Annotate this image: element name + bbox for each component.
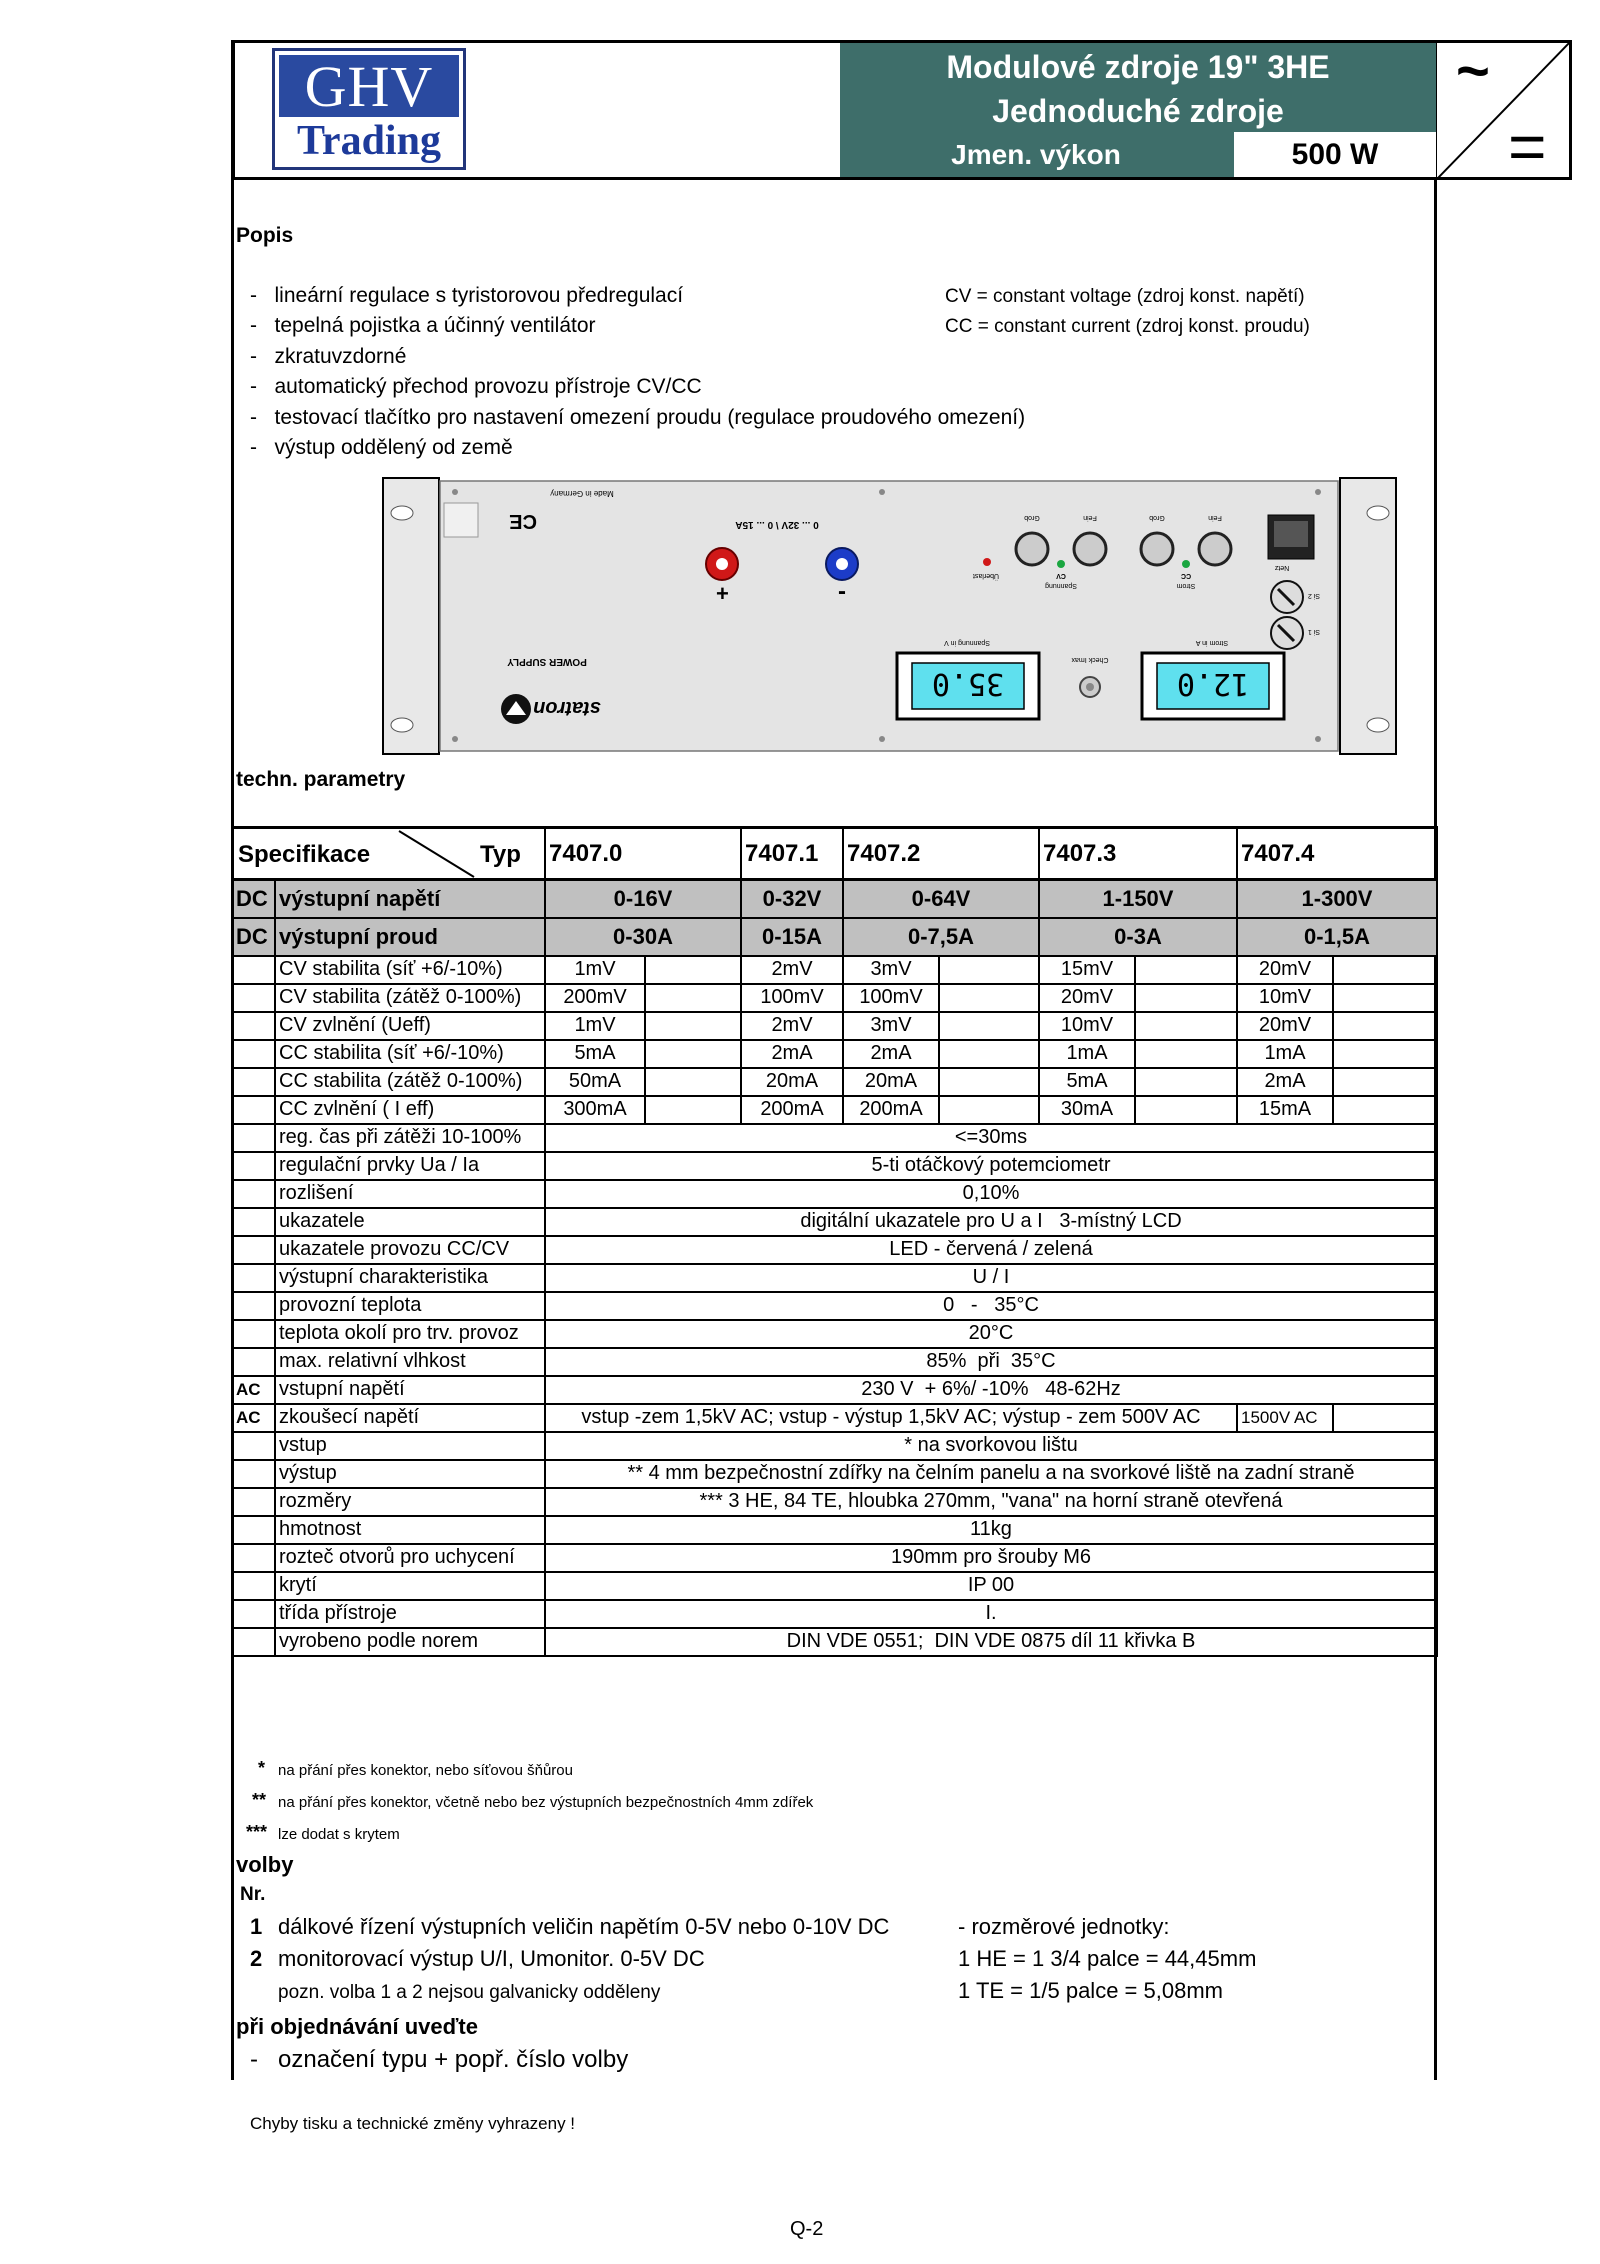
- cell-7407-2: 0-7,5A: [843, 918, 1039, 956]
- cell-7407-3: 1-150V: [1039, 880, 1237, 918]
- row-tag: [233, 956, 275, 984]
- row-value: 5-ti otáčkový potemciometr: [545, 1152, 1437, 1180]
- row-label: max. relativní vlhkost: [275, 1348, 545, 1376]
- option-number: 2: [250, 1946, 263, 1971]
- spacer-cell: [645, 1096, 741, 1124]
- spacer-cell: [645, 984, 741, 1012]
- table-header-row: [233, 828, 1437, 880]
- row-value: * na svorkovou lištu: [545, 1432, 1437, 1460]
- panel-cv: CV: [1056, 572, 1066, 579]
- row-label: výstup: [275, 1460, 545, 1488]
- cell-7407-4: 0-1,5A: [1237, 918, 1437, 956]
- row-label: hmotnost: [275, 1516, 545, 1544]
- spacer-cell: [1135, 1096, 1237, 1124]
- power-label: Jmen. výkon: [951, 139, 1121, 170]
- spacer-cell: [1135, 984, 1237, 1012]
- type-header: 7407.0: [545, 828, 645, 880]
- row-value: 190mm pro šrouby M6: [545, 1544, 1437, 1572]
- row-tag: [233, 1628, 275, 1656]
- spacer-cell: [1333, 956, 1437, 984]
- cell-7407-4: 10mV: [1237, 984, 1333, 1012]
- row-value: 20°C: [545, 1320, 1437, 1348]
- row-label: teplota okolí pro trv. provoz: [275, 1320, 545, 1348]
- table-row: [233, 1572, 1437, 1600]
- row-label: reg. čas při zátěži 10-100%: [275, 1124, 545, 1152]
- options-note: pozn. volba 1 a 2 nejsou galvanicky odděleny: [278, 1982, 661, 2003]
- type-header: 7407.3: [1039, 828, 1135, 880]
- option-number: 1: [250, 1914, 263, 1939]
- row-tag: [233, 1012, 275, 1040]
- row-tag: [233, 1516, 275, 1544]
- table-row: [233, 1404, 1437, 1432]
- table-row: [233, 1124, 1437, 1152]
- units-line: - rozměrové jednotky:: [958, 1914, 1170, 1939]
- disclaimer: Chyby tisku a technické změny vyhrazeny !: [250, 2114, 576, 2133]
- row-value: 11kg: [545, 1516, 1437, 1544]
- panel-si2: Si 2: [1307, 592, 1321, 599]
- cell-7407-4: 15mA: [1237, 1096, 1333, 1124]
- cell-7407-2: 3mV: [843, 1012, 939, 1040]
- table-row: [233, 956, 1437, 984]
- logo-bottom-text: Trading: [297, 118, 441, 164]
- footnote-mark: ***: [246, 1822, 268, 1842]
- list-item: - automatický přechod provozu přístroje CV/CC: [250, 375, 702, 398]
- option-text: dálkové řízení výstupních veličin napětím 0-5V nebo 0-10V DC: [278, 1914, 890, 1939]
- table-row: [233, 1236, 1437, 1264]
- spacer-cell: [939, 956, 1039, 984]
- company-logo: [272, 48, 466, 170]
- row-label: krytí: [275, 1572, 545, 1600]
- options-heading: volby: [236, 1852, 294, 1877]
- row-label: vstupní napětí: [275, 1376, 545, 1404]
- row-extra-value: 1500V AC: [1237, 1404, 1333, 1432]
- table-row: [233, 984, 1437, 1012]
- panel-netz: Netz: [1274, 564, 1290, 571]
- list-item: - zkratuvzdorné: [250, 345, 407, 368]
- row-value: vstup -zem 1,5kV AC; vstup - výstup 1,5kV AC; výstup - zem 500V AC: [545, 1404, 1237, 1432]
- cell-7407-3: 15mV: [1039, 956, 1135, 984]
- table-row: [233, 1600, 1437, 1628]
- front-panel-image: [382, 477, 1398, 755]
- row-tag: [233, 1264, 275, 1292]
- option-text: monitorovací výstup U/I, Umonitor. 0-5V DC: [278, 1946, 705, 1971]
- spacer-cell: [1333, 1040, 1437, 1068]
- cell-7407-1: 2mA: [741, 1040, 843, 1068]
- cell-7407-4: 1-300V: [1237, 880, 1437, 918]
- row-tag: [233, 1236, 275, 1264]
- cc-note: CC = constant current (zdroj konst. proudu): [945, 316, 1310, 337]
- row-value: U / I: [545, 1264, 1437, 1292]
- panel-strom: Strom: [1176, 582, 1196, 589]
- row-label: zkoušecí napětí: [275, 1404, 545, 1432]
- footnote-text: na přání přes konektor, včetně nebo bez výstupních bezpečnostních 4mm zdířek: [278, 1794, 814, 1811]
- spec-typ-cell: [233, 828, 545, 880]
- spacer-cell: [1135, 1012, 1237, 1040]
- cell-7407-1: 0-32V: [741, 880, 843, 918]
- display-voltage: 35.0: [931, 666, 1005, 701]
- row-tag: [233, 1292, 275, 1320]
- spacer-cell: [1333, 1068, 1437, 1096]
- row-tag: [233, 1488, 275, 1516]
- row-tag: [233, 1572, 275, 1600]
- power-value: 500 W: [1234, 132, 1436, 177]
- panel-ueberlast: Überlast: [972, 572, 1000, 579]
- spacer-cell: [939, 1012, 1039, 1040]
- cell-7407-0: 0-30A: [545, 918, 741, 956]
- spacer-cell: [1333, 984, 1437, 1012]
- cell-7407-2: 2mA: [843, 1040, 939, 1068]
- plus-sign: +: [716, 581, 729, 606]
- row-label: ukazatele provozu CC/CV: [275, 1236, 545, 1264]
- row-label: vyrobeno podle norem: [275, 1628, 545, 1656]
- table-row: [233, 1012, 1437, 1040]
- list-item-text: automatický přechod provozu přístroje CV/CC: [274, 375, 702, 398]
- panel-fein-2: Fein: [1208, 514, 1222, 521]
- order-text: označení typu + popř. číslo volby: [278, 2046, 629, 2073]
- cell-7407-2: 200mA: [843, 1096, 939, 1124]
- table-row: [233, 1180, 1437, 1208]
- table-row: [233, 880, 1437, 918]
- row-value: ** 4 mm bezpečnostní zdířky na čelním panelu a na svorkové liště na zadní straně: [545, 1460, 1437, 1488]
- row-label: vstup: [275, 1432, 545, 1460]
- footnote-mark: **: [252, 1790, 267, 1810]
- row-tag: [233, 1040, 275, 1068]
- type-header-spacer: [1135, 828, 1237, 880]
- row-label: CC stabilita (zátěž 0-100%): [275, 1068, 545, 1096]
- ac-symbol: ~: [1456, 39, 1490, 104]
- panel-grob-1: Grob: [1024, 514, 1040, 521]
- display-current: 12.0: [1176, 666, 1250, 701]
- spacer-cell: [645, 956, 741, 984]
- spacer-cell: [939, 1068, 1039, 1096]
- cell-7407-0: 1mV: [545, 1012, 645, 1040]
- table-row: [233, 1432, 1437, 1460]
- spacer-cell: [645, 1012, 741, 1040]
- cell-7407-4: 2mA: [1237, 1068, 1333, 1096]
- row-tag: DC: [233, 880, 275, 918]
- order-dash: -: [250, 2046, 258, 2073]
- row-label: rozteč otvorů pro uchycení: [275, 1544, 545, 1572]
- type-header-spacer: [1333, 828, 1437, 880]
- options-nr: Nr.: [240, 1884, 266, 1905]
- row-tag: [233, 1096, 275, 1124]
- row-tag: [233, 1320, 275, 1348]
- table-row: [233, 1208, 1437, 1236]
- row-tag: [233, 1124, 275, 1152]
- logo-top-text: GHV: [279, 55, 459, 117]
- units-line: 1 HE = 1 3/4 palce = 44,45mm: [958, 1946, 1257, 1971]
- spacer-cell: [939, 984, 1039, 1012]
- title-line-1: Modulové zdroje 19" 3HE: [946, 49, 1330, 85]
- row-tag: AC: [233, 1376, 275, 1404]
- footnote-mark: *: [258, 1758, 266, 1778]
- list-item-text: lineární regulace s tyristorovou předregulací: [274, 284, 684, 307]
- spacer-cell: [645, 1068, 741, 1096]
- spacer-cell: [1333, 1012, 1437, 1040]
- row-value: I.: [545, 1600, 1437, 1628]
- list-item: - tepelná pojistka a účinný ventilátor: [250, 314, 596, 337]
- list-item: - lineární regulace s tyristorovou předregulací: [250, 284, 684, 307]
- cell-7407-0: 200mV: [545, 984, 645, 1012]
- cell-7407-3: 20mV: [1039, 984, 1135, 1012]
- row-label: provozní teplota: [275, 1292, 545, 1320]
- ac-dc-symbol: [1436, 39, 1572, 183]
- row-value: digitální ukazatele pro U a I 3-místný LCD: [545, 1208, 1437, 1236]
- row-value: 230 V + 6%/ -10% 48-62Hz: [545, 1376, 1437, 1404]
- cell-7407-1: 0-15A: [741, 918, 843, 956]
- row-tag: [233, 1432, 275, 1460]
- cell-7407-2: 100mV: [843, 984, 939, 1012]
- list-item: - výstup oddělený od země: [250, 436, 513, 459]
- row-value: 0 - 35°C: [545, 1292, 1437, 1320]
- row-tag: [233, 1600, 275, 1628]
- table-row: [233, 1376, 1437, 1404]
- table-row: [233, 1292, 1437, 1320]
- table-row: [233, 1544, 1437, 1572]
- panel-label-v: Spannung in V: [944, 639, 990, 646]
- spacer-cell: [1135, 1068, 1237, 1096]
- title-line-2: Jednoduché zdroje: [992, 93, 1284, 129]
- table-row: [233, 1320, 1437, 1348]
- row-label: výstupní napětí: [275, 880, 545, 918]
- cell-7407-2: 3mV: [843, 956, 939, 984]
- row-label: CV zvlnění (Ueff): [275, 1012, 545, 1040]
- row-label: výstupní proud: [275, 918, 545, 956]
- cell-7407-1: 2mV: [741, 1012, 843, 1040]
- row-label: výstupní charakteristika: [275, 1264, 545, 1292]
- list-item-text: zkratuvzdorné: [274, 345, 407, 368]
- spec-table: [232, 826, 1438, 1657]
- cell-7407-3: 0-3A: [1039, 918, 1237, 956]
- table-row: [233, 1628, 1437, 1656]
- page-number: Q-2: [790, 2218, 824, 2240]
- spacer-cell: [939, 1040, 1039, 1068]
- panel-made-in: Made in Germany: [550, 489, 614, 498]
- panel-range: 0 ... 32V \ 0 ... 15A: [735, 519, 819, 530]
- table-row: [233, 1460, 1437, 1488]
- spacer-cell: [939, 1096, 1039, 1124]
- cell-7407-2: 0-64V: [843, 880, 1039, 918]
- cell-7407-1: 2mV: [741, 956, 843, 984]
- type-header: 7407.2: [843, 828, 939, 880]
- minus-sign: -: [838, 578, 846, 605]
- row-label: CV stabilita (síť +6/-10%): [275, 956, 545, 984]
- cell-7407-0: 0-16V: [545, 880, 741, 918]
- cell-7407-4: 1mA: [1237, 1040, 1333, 1068]
- panel-grob-2: Grob: [1149, 514, 1165, 521]
- type-header-spacer: [939, 828, 1039, 880]
- panel-label-a: Strom in A: [1195, 639, 1229, 646]
- cell-7407-1: 20mA: [741, 1068, 843, 1096]
- footnote-text: lze dodat s krytem: [278, 1826, 400, 1843]
- row-tag: [233, 1180, 275, 1208]
- row-tag: [233, 1348, 275, 1376]
- row-tag: [233, 1460, 275, 1488]
- dc-symbol: =: [1508, 109, 1547, 183]
- table-row: [233, 1264, 1437, 1292]
- table-row: [233, 1488, 1437, 1516]
- row-value: LED - červená / zelená: [545, 1236, 1437, 1264]
- row-value: IP 00: [545, 1572, 1437, 1600]
- row-label: regulační prvky Ua / Ia: [275, 1152, 545, 1180]
- table-row: [233, 1348, 1437, 1376]
- list-item: - testovací tlačítko pro nastavení omezení proudu (regulace proudového omezení): [250, 406, 1026, 429]
- cell-7407-1: 100mV: [741, 984, 843, 1012]
- panel-check: Check Imax: [1071, 656, 1109, 663]
- row-tag: [233, 1544, 275, 1572]
- ce-mark: CE: [509, 510, 537, 532]
- spacer-cell: [645, 1040, 741, 1068]
- units-line: 1 TE = 1/5 palce = 5,08mm: [958, 1978, 1223, 2003]
- row-tag: [233, 1208, 275, 1236]
- cell-7407-3: 1mA: [1039, 1040, 1135, 1068]
- cell-7407-3: 5mA: [1039, 1068, 1135, 1096]
- panel-spannung: Spannung: [1045, 582, 1077, 589]
- type-header: 7407.4: [1237, 828, 1333, 880]
- table-row: [233, 918, 1437, 956]
- cell-7407-0: 1mV: [545, 956, 645, 984]
- row-label: rozlišení: [275, 1180, 545, 1208]
- order-heading: při objednávání uveďte: [236, 2014, 478, 2039]
- row-label: třída přístroje: [275, 1600, 545, 1628]
- description-heading: Popis: [236, 224, 294, 247]
- table-row: [233, 1040, 1437, 1068]
- panel-product: POWER SUPPLY: [507, 656, 587, 667]
- spacer-cell: [1333, 1404, 1437, 1432]
- row-tag: AC: [233, 1404, 275, 1432]
- cv-note: CV = constant voltage (zdroj konst. napětí): [945, 286, 1305, 307]
- spacer-cell: [1135, 956, 1237, 984]
- type-header-spacer: [645, 828, 741, 880]
- row-value: 85% při 35°C: [545, 1348, 1437, 1376]
- typ-header-label: Typ: [480, 841, 521, 868]
- spacer-cell: [1135, 1040, 1237, 1068]
- row-value: *** 3 HE, 84 TE, hloubka 270mm, "vana" na horní straně otevřená: [545, 1488, 1437, 1516]
- table-row: [233, 1516, 1437, 1544]
- list-item-text: testovací tlačítko pro nastavení omezení proudu (regulace proudového omezení): [274, 406, 1026, 429]
- cell-7407-4: 20mV: [1237, 956, 1333, 984]
- panel-brand: statron: [533, 697, 601, 719]
- footnote-text: na přání přes konektor, nebo síťovou šňůrou: [278, 1762, 573, 1779]
- row-value: DIN VDE 0551; DIN VDE 0875 díl 11 křivka B: [545, 1628, 1437, 1656]
- cell-7407-3: 10mV: [1039, 1012, 1135, 1040]
- cell-7407-0: 300mA: [545, 1096, 645, 1124]
- row-label: ukazatele: [275, 1208, 545, 1236]
- list-item-text: tepelná pojistka a účinný ventilátor: [274, 314, 596, 337]
- row-tag: [233, 1152, 275, 1180]
- table-row: [233, 1152, 1437, 1180]
- cell-7407-0: 50mA: [545, 1068, 645, 1096]
- list-item-text: výstup oddělený od země: [274, 436, 513, 459]
- cell-7407-3: 30mA: [1039, 1096, 1135, 1124]
- row-tag: [233, 1068, 275, 1096]
- cell-7407-1: 200mA: [741, 1096, 843, 1124]
- row-label: rozměry: [275, 1488, 545, 1516]
- row-value: <=30ms: [545, 1124, 1437, 1152]
- table-row: [233, 1068, 1437, 1096]
- spacer-cell: [1333, 1096, 1437, 1124]
- spec-header-label: Specifikace: [238, 841, 371, 868]
- tech-heading: techn. parametry: [236, 768, 406, 791]
- panel-cc: CC: [1180, 572, 1192, 579]
- row-label: CC zvlnění ( I eff): [275, 1096, 545, 1124]
- cell-7407-0: 5mA: [545, 1040, 645, 1068]
- row-label: CV stabilita (zátěž 0-100%): [275, 984, 545, 1012]
- cell-7407-4: 20mV: [1237, 1012, 1333, 1040]
- row-tag: [233, 984, 275, 1012]
- panel-si1: Si 1: [1307, 628, 1321, 635]
- row-tag: DC: [233, 918, 275, 956]
- row-value: 0,10%: [545, 1180, 1437, 1208]
- cell-7407-2: 20mA: [843, 1068, 939, 1096]
- row-label: CC stabilita (síť +6/-10%): [275, 1040, 545, 1068]
- table-row: [233, 1096, 1437, 1124]
- panel-fein-1: Fein: [1083, 514, 1097, 521]
- type-header: 7407.1: [741, 828, 843, 880]
